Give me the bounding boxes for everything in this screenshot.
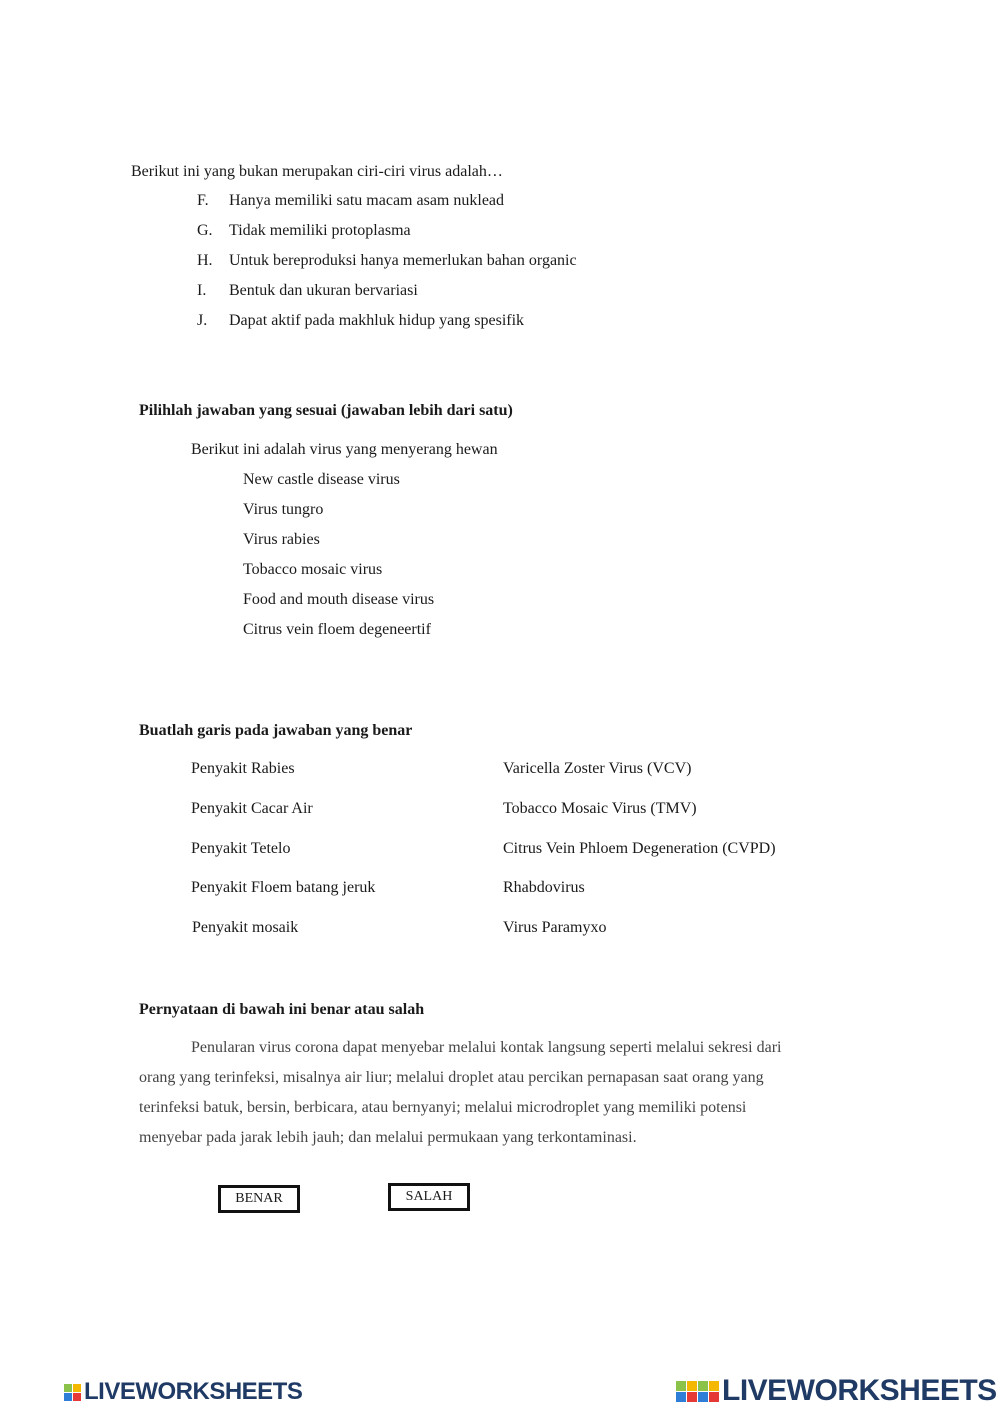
option-text: Tidak memiliki protoplasma bbox=[229, 222, 411, 239]
logo-text: LIVEWORKSHEETS bbox=[722, 1374, 997, 1407]
match-right-item: Rhabdovirus bbox=[503, 879, 585, 897]
checkbox-option[interactable]: New castle disease virus bbox=[243, 471, 400, 488]
option-letter: G. bbox=[197, 222, 213, 239]
option-letter: F. bbox=[197, 192, 209, 209]
option-letter: J. bbox=[197, 312, 208, 329]
liveworksheets-logo-left bbox=[64, 1378, 302, 1406]
match-left-item: Penyakit Tetelo bbox=[191, 839, 291, 857]
q4-heading: Pernyataan di bawah ini benar atau salah bbox=[139, 1001, 425, 1018]
checkbox-option[interactable]: Tobacco mosaic virus bbox=[243, 561, 383, 578]
logo-cube-icon bbox=[64, 1384, 81, 1401]
checkbox-option[interactable]: Virus tungro bbox=[243, 501, 324, 518]
match-left-item: Penyakit Cacar Air bbox=[191, 799, 313, 817]
logo-text: LIVEWORKSHEETS bbox=[84, 1378, 303, 1405]
checkbox-option[interactable]: Virus rabies bbox=[243, 531, 320, 548]
option-letter: H. bbox=[197, 252, 213, 269]
q2-heading: Pilihlah jawaban yang sesuai (jawaban lebih dari satu) bbox=[139, 402, 513, 419]
match-right-item: Virus Paramyxo bbox=[503, 919, 607, 937]
statement-line: Penularan virus corona dapat menyebar melalui kontak langsung seperti melalui sekresi dari bbox=[191, 1039, 782, 1056]
statement-line: menyebar pada jarak lebih jauh; dan melalui permukaan yang terkontaminasi. bbox=[139, 1129, 637, 1146]
option-text: Bentuk dan ukuran bervariasi bbox=[229, 282, 418, 299]
salah-button[interactable]: SALAH bbox=[388, 1183, 470, 1211]
q1-question: Berikut ini yang bukan merupakan ciri-ciri virus adalah… bbox=[131, 163, 503, 180]
option-text: Hanya memiliki satu macam asam nuklead bbox=[229, 192, 505, 209]
statement-line: orang yang terinfeksi, misalnya air liur; melalui droplet atau percikan pernapasan saat orang yang bbox=[139, 1069, 764, 1086]
benar-button[interactable]: BENAR bbox=[218, 1185, 300, 1213]
match-left-item: Penyakit Floem batang jeruk bbox=[191, 879, 376, 897]
match-left-item: Penyakit mosaik bbox=[192, 919, 299, 937]
option-letter: I. bbox=[197, 282, 207, 299]
q2-question: Berikut ini adalah virus yang menyerang hewan bbox=[191, 441, 498, 458]
match-right-item: Tobacco Mosaic Virus (TMV) bbox=[503, 799, 697, 817]
match-left-item: Penyakit Rabies bbox=[191, 760, 295, 777]
statement-line: terinfeksi batuk, bersin, berbicara, atau bernyanyi; melalui microdroplet yang memiliki potensi bbox=[139, 1099, 747, 1116]
checkbox-option[interactable]: Food and mouth disease virus bbox=[243, 591, 435, 608]
checkbox-option[interactable]: Citrus vein floem degeneertif bbox=[243, 621, 431, 638]
q3-heading: Buatlah garis pada jawaban yang benar bbox=[139, 722, 413, 739]
liveworksheets-logo-right bbox=[676, 1374, 997, 1408]
logo-cube-icon bbox=[676, 1381, 719, 1402]
option-text: Dapat aktif pada makhluk hidup yang spesifik bbox=[229, 312, 525, 329]
option-text: Untuk bereproduksi hanya memerlukan bahan organic bbox=[229, 252, 577, 269]
match-right-item: Citrus Vein Phloem Degeneration (CVPD) bbox=[503, 839, 776, 857]
match-right-item: Varicella Zoster Virus (VCV) bbox=[503, 760, 692, 777]
